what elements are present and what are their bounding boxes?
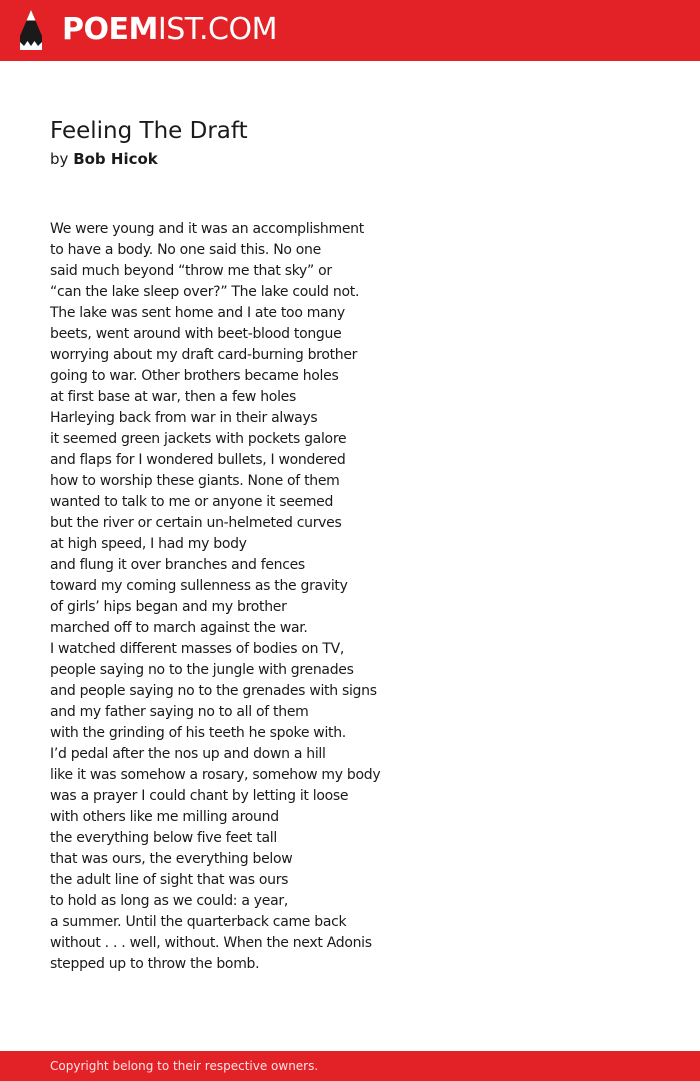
poem-line: I’d pedal after the nos up and down a hill bbox=[50, 746, 326, 762]
poem-line: people saying no to the jungle with grenades bbox=[50, 662, 354, 678]
poem-line: with others like me milling around bbox=[50, 809, 279, 825]
author-name: Bob Hicok bbox=[73, 150, 158, 168]
poem-line: a summer. Until the quarterback came back bbox=[50, 914, 347, 930]
logo-text-bold: POEM bbox=[62, 12, 158, 47]
poem-line: but the river or certain un-helmeted curves bbox=[50, 515, 342, 531]
poem-line: and flaps for I wondered bullets, I wondered bbox=[50, 452, 346, 468]
pencil-tip-icon[interactable] bbox=[18, 9, 44, 51]
poem-line: wanted to talk to me or anyone it seemed bbox=[50, 494, 334, 510]
poem-title: Feeling The Draft bbox=[50, 118, 248, 144]
poem-line: at first base at war, then a few holes bbox=[50, 389, 296, 405]
copyright-notice: Copyright belong to their respective owners. bbox=[50, 1059, 319, 1073]
poem-line: it seemed green jackets with pockets galore bbox=[50, 431, 347, 447]
poem-line: stepped up to throw the bomb. bbox=[50, 956, 260, 972]
poem-line: without . . . well, without. When the next Adonis bbox=[50, 935, 372, 951]
poem-line: worrying about my draft card-burning brother bbox=[50, 347, 358, 363]
poem-line: like it was somehow a rosary, somehow my body bbox=[50, 767, 381, 783]
poem-line: the everything below five feet tall bbox=[50, 830, 277, 846]
site-header bbox=[0, 0, 700, 61]
poem-line: to have a body. No one said this. No one bbox=[50, 242, 321, 258]
poem-line: at high speed, I had my body bbox=[50, 536, 247, 552]
poem-body bbox=[50, 219, 380, 975]
poem-line: of girls’ hips began and my brother bbox=[50, 599, 287, 615]
poem-line: and people saying no to the grenades with signs bbox=[50, 683, 377, 699]
logo-text-light: IST.COM bbox=[157, 12, 277, 47]
poem-line: and flung it over branches and fences bbox=[50, 557, 305, 573]
by-label: by bbox=[50, 150, 69, 168]
site-logo[interactable] bbox=[62, 12, 277, 48]
poem-line: We were young and it was an accomplishment bbox=[50, 221, 364, 237]
poem-line: I watched different masses of bodies on TV, bbox=[50, 641, 344, 657]
poem-line: marched off to march against the war. bbox=[50, 620, 308, 636]
poem-line: beets, went around with beet-blood tongue bbox=[50, 326, 342, 342]
byline bbox=[50, 149, 158, 169]
site-footer bbox=[0, 1051, 700, 1081]
poem-line: The lake was sent home and I ate too many bbox=[50, 305, 345, 321]
poem-line: toward my coming sullenness as the gravity bbox=[50, 578, 348, 594]
poem-line: “can the lake sleep over?” The lake could not. bbox=[50, 284, 360, 300]
poem-line: was a prayer I could chant by letting it loose bbox=[50, 788, 349, 804]
poem-line: and my father saying no to all of them bbox=[50, 704, 309, 720]
poem-line: with the grinding of his teeth he spoke with. bbox=[50, 725, 346, 741]
poem-line: the adult line of sight that was ours bbox=[50, 872, 289, 888]
poem-line: Harleying back from war in their always bbox=[50, 410, 318, 426]
poem-line: said much beyond “throw me that sky” or bbox=[50, 263, 332, 279]
poem-line: how to worship these giants. None of them bbox=[50, 473, 340, 489]
poem-line: that was ours, the everything below bbox=[50, 851, 293, 867]
poem-line: going to war. Other brothers became holes bbox=[50, 368, 339, 384]
poem-line: to hold as long as we could: a year, bbox=[50, 893, 288, 909]
